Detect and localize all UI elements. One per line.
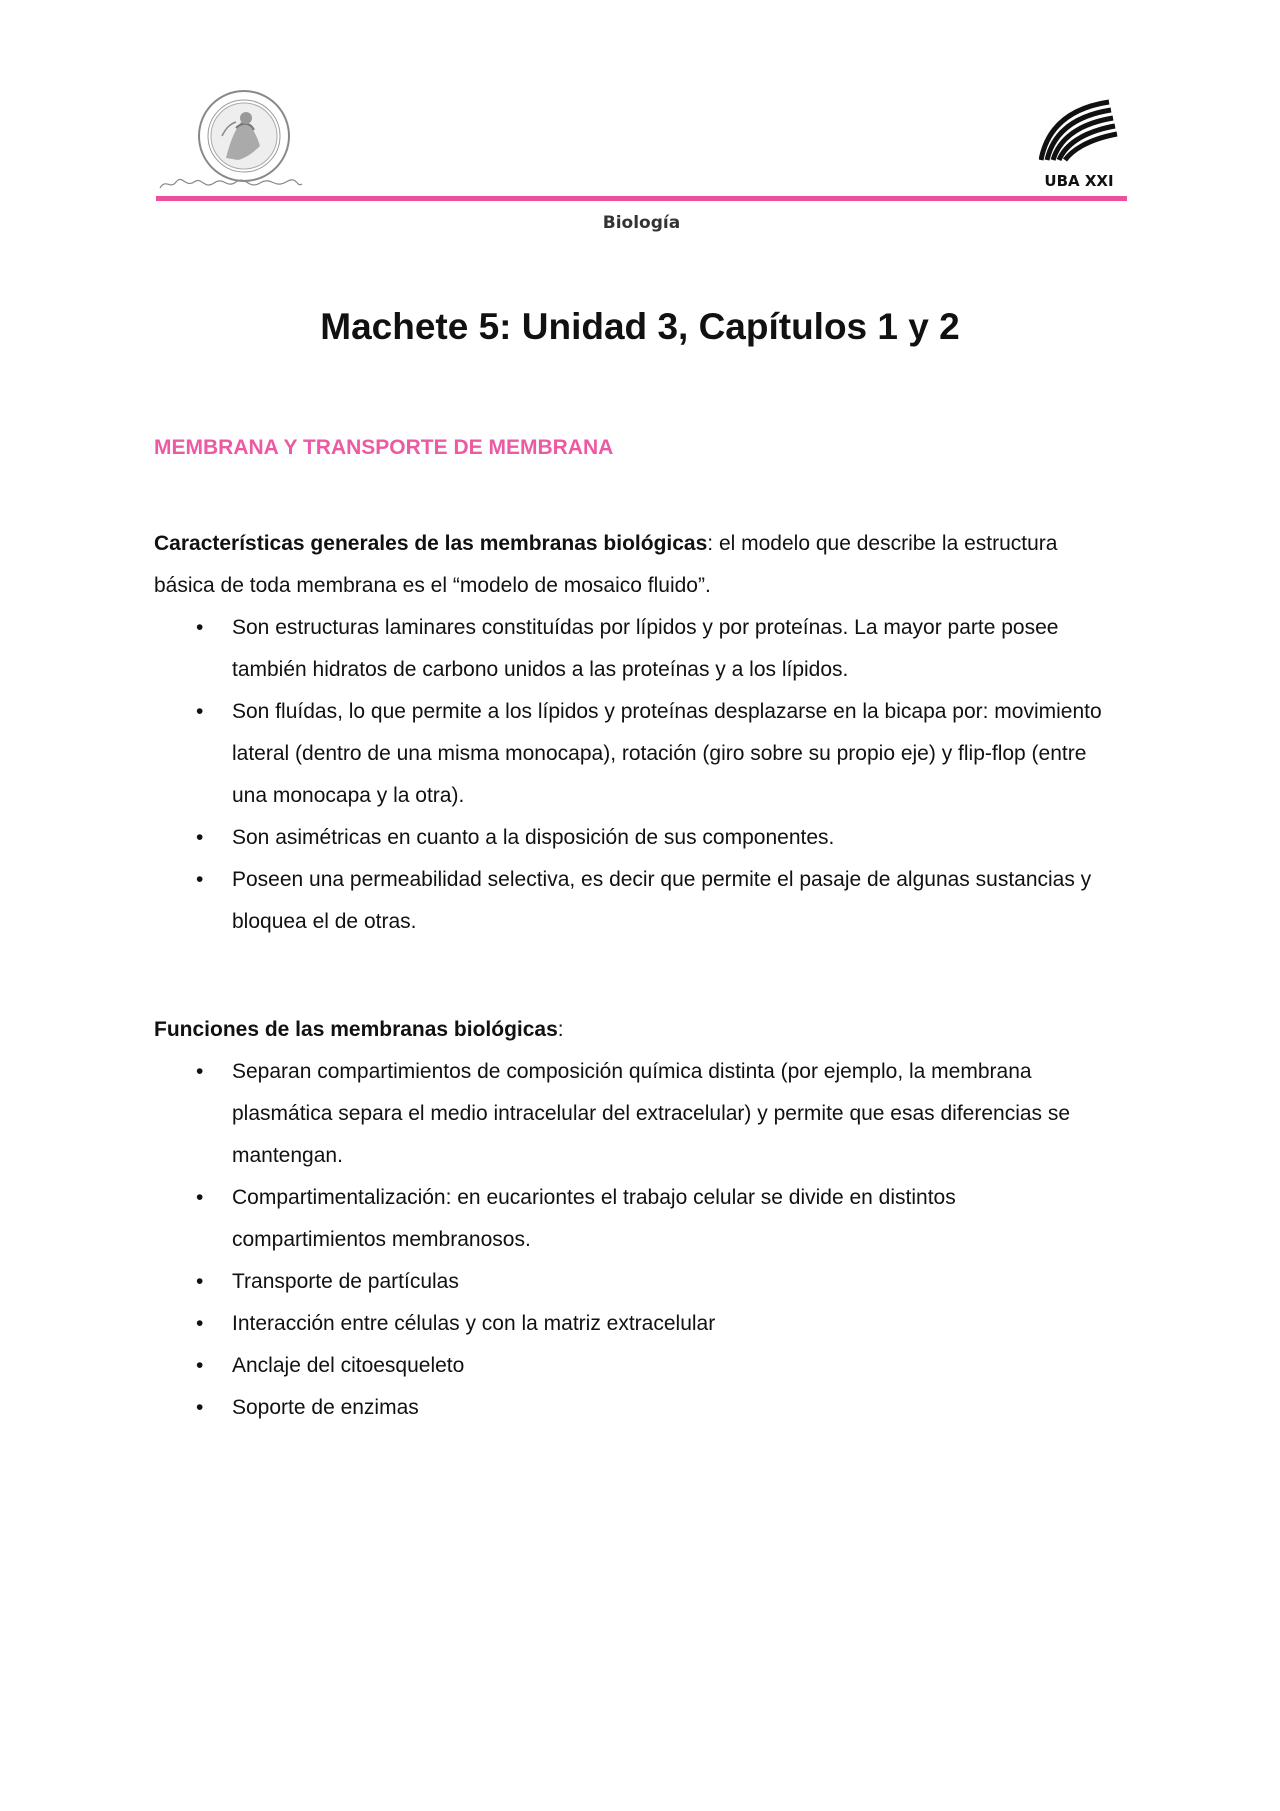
functions-list — [154, 1051, 1114, 1429]
bullet-icon: • — [196, 1396, 204, 1419]
list-item-text: Compartimentalización: en eucariontes el trabajo celular se divide en distintos compartimientos membranosos. — [232, 1186, 956, 1251]
list-item — [154, 1345, 1114, 1387]
header-divider — [156, 196, 1127, 201]
characteristics-list — [154, 607, 1114, 943]
uba-xxi-logo — [1039, 98, 1119, 190]
list-item-text: Son estructuras laminares constituídas por lípidos y por proteínas. La mayor parte posee también hidratos de carbono unidos a las proteínas y a los lípidos. — [232, 616, 1059, 681]
list-item — [154, 607, 1114, 691]
subject-label: Biología — [602, 213, 681, 233]
list-item — [154, 1051, 1114, 1177]
list-item-text: Soporte de enzimas — [232, 1396, 419, 1419]
bullet-icon: • — [196, 1270, 204, 1293]
characteristics-intro-text: : el modelo que describe la estructura básica de toda membrana es el “modelo de mosaico fluido”. — [154, 532, 1058, 597]
uba-xxi-logo-text: UBA XXI — [1044, 172, 1114, 190]
list-item-text: Son fluídas, lo que permite a los lípidos y proteínas desplazarse en la bicapa por: movimiento lateral (dentro de una misma monocapa), rotación (giro sobre su propio eje) y flip-flop (entre una monocapa y la otra). — [232, 700, 1102, 807]
list-item — [154, 1177, 1114, 1261]
list-item-text: Interacción entre células y con la matriz extracelular — [232, 1312, 716, 1335]
document-title: Machete 5: Unidad 3, Capítulos 1 y 2 — [320, 306, 960, 347]
bullet-icon: • — [196, 1060, 204, 1083]
bullet-icon: • — [196, 1312, 204, 1335]
list-item-text: Transporte de partículas — [232, 1270, 459, 1293]
functions-section — [154, 1009, 1114, 1429]
university-script-caption — [156, 174, 306, 194]
functions-intro — [154, 1009, 1114, 1051]
bullet-icon: • — [196, 1186, 204, 1209]
list-item — [154, 1303, 1114, 1345]
list-item — [154, 1387, 1114, 1429]
list-item-text: Separan compartimientos de composición química distinta (por ejemplo, la membrana plasmática separa el medio intracelular del extracelular) y permite que esas diferencias se mantengan. — [232, 1060, 1071, 1167]
bullet-icon: • — [196, 616, 204, 639]
bullet-icon: • — [196, 826, 204, 849]
bullet-icon: • — [196, 1354, 204, 1377]
characteristics-intro — [154, 523, 1114, 607]
list-item — [154, 859, 1114, 943]
page-header — [156, 88, 1127, 233]
university-seal-logo — [196, 88, 292, 184]
functions-intro-text: : — [557, 1018, 564, 1041]
list-item — [154, 817, 1114, 859]
list-item-text: Poseen una permeabilidad selectiva, es decir que permite el pasaje de algunas sustancias y bloquea el de otras. — [232, 868, 1092, 933]
section-heading: MEMBRANA Y TRANSPORTE DE MEMBRANA — [154, 436, 614, 459]
bullet-icon: • — [196, 700, 204, 723]
bullet-icon: • — [196, 868, 204, 891]
list-item-text: Son asimétricas en cuanto a la disposición de sus componentes. — [232, 826, 835, 849]
list-item-text: Anclaje del citoesqueleto — [232, 1354, 465, 1377]
functions-heading: Funciones de las membranas biológicas — [154, 1018, 558, 1041]
list-item — [154, 1261, 1114, 1303]
list-item — [154, 691, 1114, 817]
characteristics-section — [154, 523, 1114, 943]
uba-xxi-arcs-icon — [1039, 98, 1119, 190]
characteristics-heading: Características generales de las membranas biológicas — [154, 532, 708, 555]
